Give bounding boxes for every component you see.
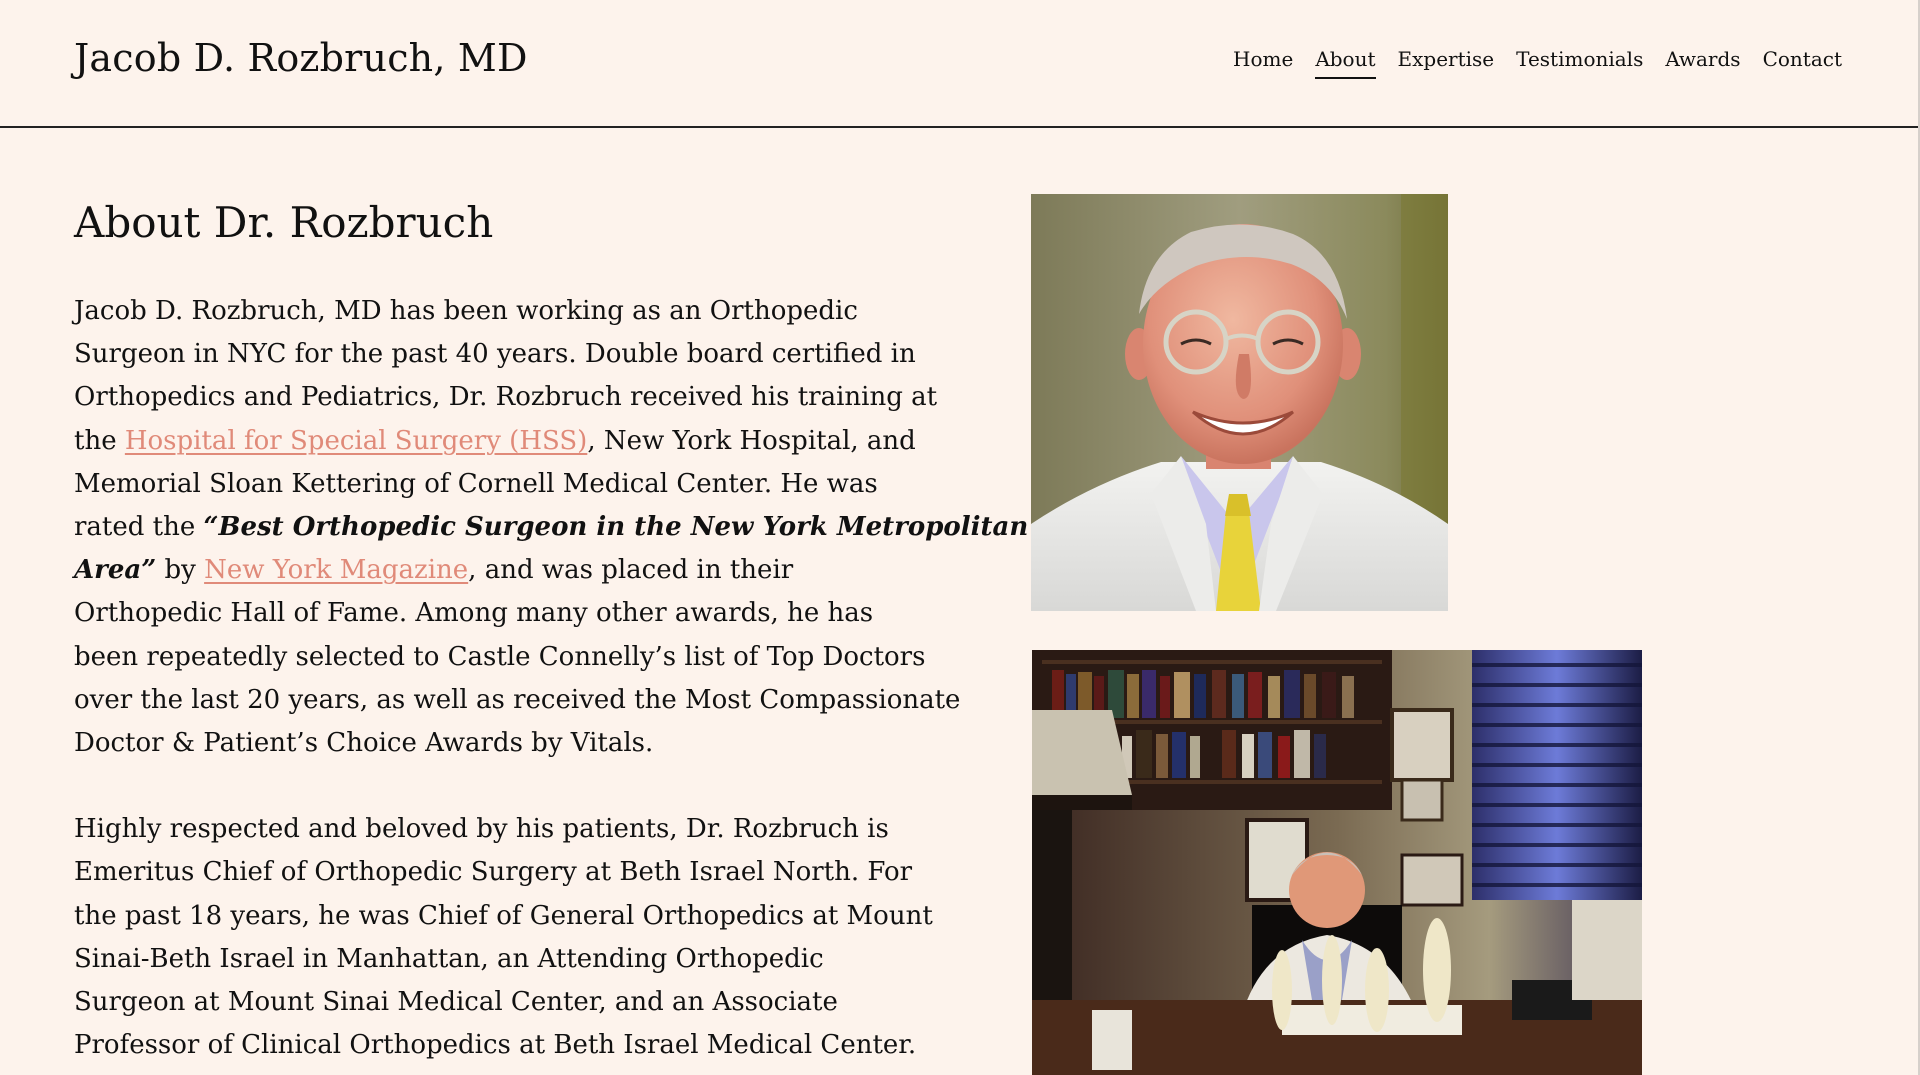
main-nav [1233, 47, 1842, 79]
bio-paragraph-1 [74, 290, 1029, 765]
text-line: Orthopedic Hall of Fame. Among many other awards, he has [74, 598, 874, 629]
nav-contact[interactable]: Contact [1762, 47, 1842, 71]
about-section [74, 196, 1029, 1075]
nav-about[interactable]: About [1315, 47, 1375, 79]
doctor-office-photo [1032, 650, 1642, 1075]
doctor-portrait-photo [1031, 194, 1448, 611]
text-line [74, 506, 1029, 549]
office-illustration [1032, 650, 1642, 1075]
nav-expertise[interactable]: Expertise [1397, 47, 1495, 71]
text-line: Sinai-Beth Israel in Manhattan, an Attending Orthopedic [74, 943, 824, 974]
text-fragment: rated the [74, 512, 204, 543]
text-line: over the last 20 years, as well as received the Most Compassionate [74, 684, 961, 715]
nav-awards[interactable]: Awards [1665, 47, 1741, 71]
text-line: Memorial Sloan Kettering of Cornell Medical Center. He was [74, 468, 878, 499]
nav-home[interactable]: Home [1233, 47, 1294, 71]
hss-link[interactable]: Hospital for Special Surgery (HSS) [124, 425, 588, 456]
text-fragment: , and was placed in their [468, 555, 794, 586]
text-fragment: by [156, 555, 205, 586]
text-line: Emeritus Chief of Orthopedic Surgery at Beth Israel North. For [74, 857, 913, 888]
text-fragment: , New York Hospital, and [587, 425, 916, 456]
text-line: Professor of Clinical Orthopedics at Beth Israel Medical Center. [74, 1030, 917, 1061]
site-header [0, 0, 1918, 128]
text-line: Jacob D. Rozbruch, MD has been working as an Orthopedic [74, 296, 858, 326]
award-quote-end: Area” [74, 555, 157, 586]
text-line: the past 18 years, he was Chief of General Orthopedics at Mount [74, 900, 933, 931]
site-title[interactable]: Jacob D. Rozbruch, MD [74, 36, 528, 80]
portrait-illustration [1031, 194, 1448, 611]
text-fragment: the [74, 425, 125, 456]
page-title: About Dr. Rozbruch [74, 198, 494, 247]
text-line: been repeatedly selected to Castle Connelly’s list of Top Doctors [74, 641, 926, 672]
nav-testimonials[interactable]: Testimonials [1516, 47, 1644, 71]
bio-paragraph-2 [74, 808, 933, 1067]
new-york-magazine-link[interactable]: New York Magazine [204, 555, 469, 586]
text-line: Highly respected and beloved by his patients, Dr. Rozbruch is [74, 814, 889, 845]
text-line: Surgeon at Mount Sinai Medical Center, and an Associate [74, 987, 838, 1018]
text-line: Surgeon in NYC for the past 40 years. Double board certified in [74, 339, 916, 370]
text-line [74, 549, 874, 592]
text-line [74, 420, 916, 463]
award-quote: “Best Orthopedic Surgeon in the New York Metropolitan [203, 512, 1029, 543]
text-line: Orthopedics and Pediatrics, Dr. Rozbruch received his training at [74, 382, 938, 413]
text-line: Doctor & Patient’s Choice Awards by Vitals. [74, 728, 654, 759]
